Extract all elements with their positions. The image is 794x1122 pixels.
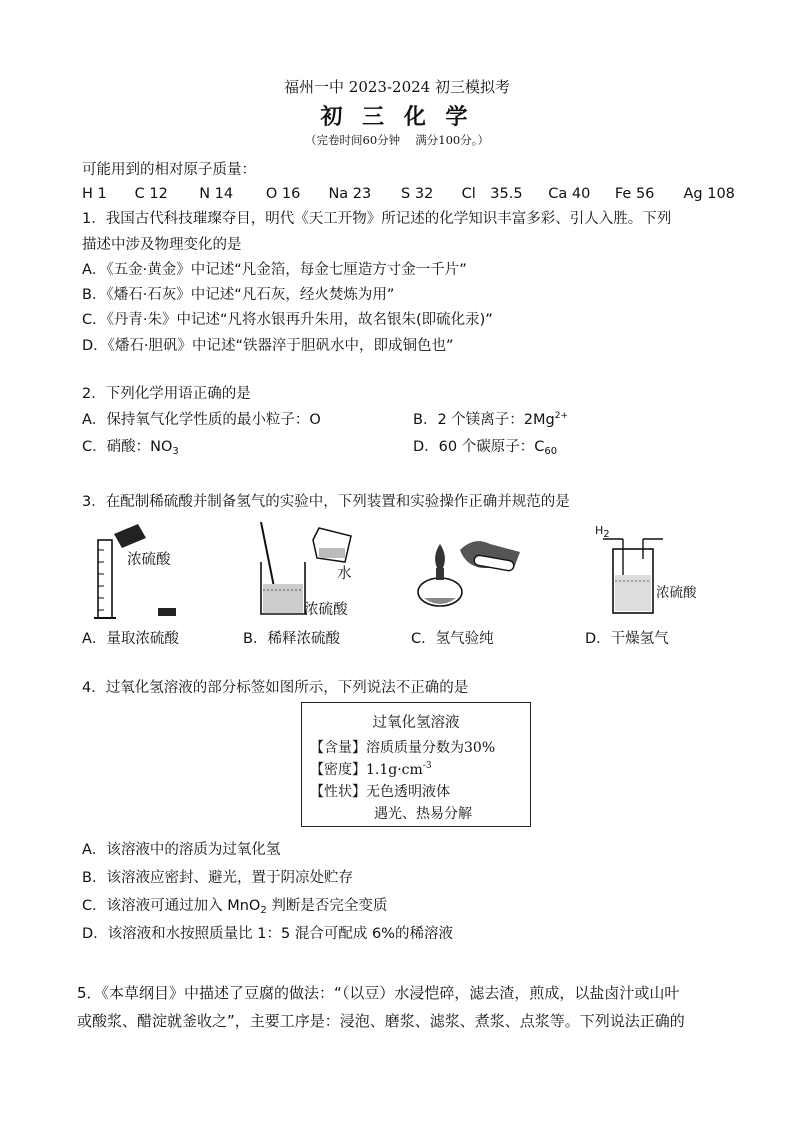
q2-option-c: C．硝酸：$NO_3$ [82, 439, 179, 457]
reagent-label-content: 【含量】溶质质量分数为30% [310, 740, 496, 756]
q1-option-d: D．《燔石·胆矾》中记述“铁器淬于胆矾水中，即成铜色也” [82, 338, 454, 354]
atomic-mass-item: S 32 [401, 186, 434, 202]
atomic-mass-item: C 12 [134, 186, 168, 202]
q3-fig-b-acid: 浓硫酸 [304, 602, 348, 618]
atomic-mass-item: Ca 40 [548, 186, 591, 202]
reagent-label-property: 【性状】无色透明液体 [310, 784, 450, 800]
q3-option-c: C．氢气验纯 [411, 631, 494, 647]
atomic-mass-item: H 1 [82, 186, 107, 202]
q4-stem: 4．过氧化氢溶液的部分标签如图所示，下列说法不正确的是 [82, 680, 469, 696]
q3-fig-d-h2: $H_2$ [595, 524, 610, 540]
reagent-label [301, 702, 531, 827]
atomic-mass-item: Na 23 [328, 186, 372, 202]
q3-fig-b-water: 水 [337, 566, 352, 582]
atomic-mass-item: Ag 108 [683, 186, 735, 202]
exam-header: 福州一中 2023-2024 初三模拟考 [284, 78, 510, 96]
q1-stem: 1．我国古代科技璀璨夺目，明代《天工开物》所记述的化学知识丰富多彩、引人入胜。下列 [82, 211, 672, 227]
q3-option-b: B．稀释浓硫酸 [243, 631, 340, 647]
q2-option-a: A．保持氧气化学性质的最小粒子：O [82, 412, 321, 428]
atomic-mass-list [82, 182, 735, 203]
atomic-mass-item: Fe 56 [614, 186, 655, 202]
q4-option-a: A．该溶液中的溶质为过氧化氢 [82, 842, 281, 858]
q2-stem: 2．下列化学用语正确的是 [82, 386, 251, 402]
q3-figure-a [88, 520, 198, 620]
atomic-mass-item: Cl 35.5 [461, 186, 523, 202]
atomic-mass-item: N 14 [199, 186, 234, 202]
q3-stem: 3．在配制稀硫酸并制备氢气的实验中，下列装置和实验操作正确并规范的是 [82, 494, 570, 510]
atomic-mass-item: O 16 [265, 186, 301, 202]
q1-option-a: A．《五金·黄金》中记述“凡金箔，每金七厘造方寸金一千片” [82, 262, 467, 278]
q1-option-b: B．《燔石·石灰》中记述“凡石灰，经火焚炼为用” [82, 287, 395, 303]
reagent-label-title: 过氧化氢溶液 [372, 715, 460, 731]
q3-option-a: A．量取浓硫酸 [82, 631, 179, 647]
q2-option-b: B．2 个镁离子：$2Mg^{2+}$ [413, 411, 569, 428]
q3-fig-d-acid: 浓硫酸 [656, 585, 697, 601]
q4-option-d: D．该溶液和水按照质量比 1：5 混合可配成 6%的稀溶液 [82, 926, 453, 942]
q4-option-c: C．该溶液可通过加入 MnO$_2$ 判断是否完全变质 [82, 898, 388, 916]
q3-option-d: D．干燥氢气 [585, 631, 669, 647]
page-title: 初 三 化 学 [320, 104, 474, 130]
q3-fig-a-label: 浓硫酸 [127, 552, 171, 568]
exam-info: （完卷时间60分钟 满分100分。） [305, 133, 489, 147]
atomic-mass-intro: 可能用到的相对原子质量： [82, 162, 256, 178]
q5-stem-cont: 或酸浆、醋淀就釜收之”，主要工序是：浸泡、磨浆、滤浆、煮浆、点浆等。下列说法正确的 [77, 1012, 685, 1030]
q2-option-d: D．60 个碳原子：$C_{60}$ [413, 439, 558, 457]
q3-figure-c [410, 528, 530, 610]
q4-option-b: B．该溶液应密封、避光，置于阴凉处贮存 [82, 870, 353, 886]
q1-option-c: C．《丹青·朱》中记述“凡将水银再升朱用，故名银朱(即硫化汞)” [82, 312, 493, 328]
reagent-label-note: 遇光、热易分解 [374, 806, 472, 822]
reagent-label-density: 【密度】$1.1g\cdot cm^{-3}$ [310, 761, 432, 778]
q5-stem: 5．《本草纲目》中描述了豆腐的做法：“（以豆）水浸恺碎，滤去渣，煎成，以盐卤汁或山叶 [77, 984, 680, 1002]
q1-stem-cont: 描述中涉及物理变化的是 [82, 237, 242, 253]
